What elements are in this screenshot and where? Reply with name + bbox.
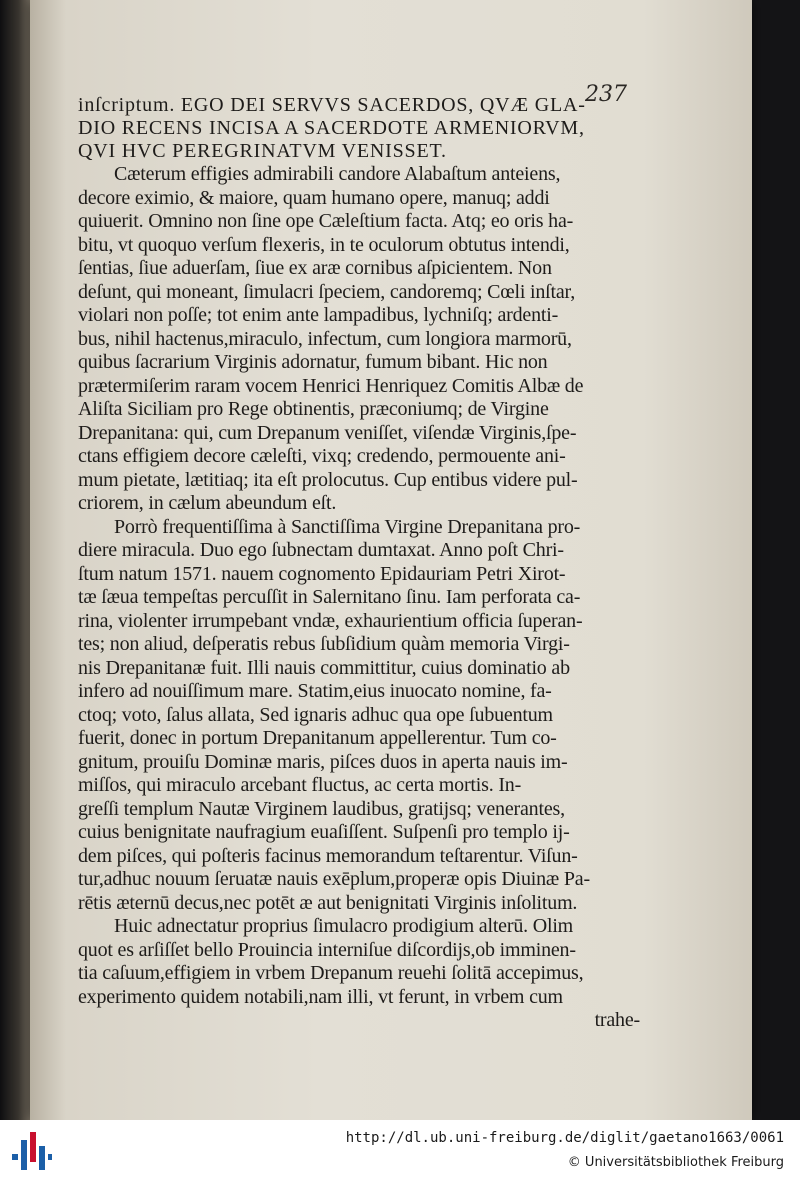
text-line: quot es arſiſſet bello Prouincia interniſue diſcordijs,ob imminen-	[78, 938, 576, 961]
text-line: miſſos, qui miraculo arcebant fluctus, ac certa mortis. In-	[78, 774, 522, 796]
text-line: tes; non aliud, deſperatis rebus ſubſidium quàm memoria Virgi-	[78, 633, 570, 655]
page-text	[78, 94, 652, 1033]
text-line: rētis æternū decus,nec potēt æ aut benignitati Virginis inſolitum.	[78, 891, 578, 914]
text-line: Aliſta Siciliam pro Rege obtinentis, præconiumq; de Virgine	[78, 398, 549, 420]
text-line: bus, nihil hactenus,miraculo, infectum, cum longiora marmorū,	[78, 327, 572, 350]
text-line: rina, violenter irrumpebant vndæ, exhaurientium officia ſuperan-	[78, 609, 583, 632]
inscription-heading	[78, 94, 652, 163]
page-number: 237	[585, 82, 627, 107]
text-line: ctoq; voto, ſalus allata, Sed ignaris adhuc qua ope ſubuentum	[78, 703, 553, 726]
text-line: ſtum natum 1571. nauem cognomento Epidauriam Petri Xirot-	[78, 562, 566, 585]
copyright-notice: © Universitätsbibliothek Freiburg	[567, 1155, 784, 1170]
catchword: trahe-	[594, 1009, 640, 1031]
library-logo-icon	[12, 1132, 52, 1170]
text-line: ſentias, ſiue aduerſam, ſiue ex aræ cornibus aſpicientem. Non	[78, 257, 552, 279]
text-line: ctans effigiem decore cæleſti, vixq; credendo, permouente ani-	[78, 445, 566, 467]
text-line: deſunt, qui moneant, ſimulacri ſpeciem, candoremq; Cœli inſtar,	[78, 280, 576, 303]
text-line: prætermiſerim raram vocem Henrici Henriquez Comitis Albæ de	[78, 374, 584, 397]
text-line: Drepanitana: qui, cum Drepanum veniſſet, viſendæ Virginis,ſpe-	[78, 421, 577, 444]
text-line: infero ad nouiſſimum mare. Statim,eius inuocato nomine, fa-	[78, 680, 552, 702]
text-line: greſſi templum Nautæ Virginem laudibus, gratijsq; venerantes,	[78, 797, 565, 820]
viewer-footer	[0, 1120, 800, 1179]
text-line: tur,adhuc nouum ſeruatæ nauis exēplum,properæ opis Diuinæ Pa-	[78, 868, 590, 890]
text-line: mum pietate, lætitiaq; ita eſt prolocutus. Cup entibus videre pul-	[78, 468, 578, 491]
text-line: decore eximio, & maiore, quam humano opere, manuq; addi	[78, 186, 550, 209]
text-line: nis Drepanitanæ fuit. Illi nauis committitur, cuius dominatio ab	[78, 656, 570, 679]
heading-line: inſcriptum. EGO DEI SERVVS SACERDOS, QVÆ GLA-	[78, 94, 586, 116]
text-line: quiuerit. Omnino non ſine ope Cæleſtium facta. Atq; eo oris ha-	[78, 210, 574, 232]
text-line: Cæterum effigies admirabili candore Alabaſtum anteiens,	[114, 163, 561, 185]
text-line: gnitum, prouiſu Dominæ maris, piſces duos in aperta nauis im-	[78, 750, 568, 773]
text-line: experimento quidem notabili,nam illi, vt ferunt, in vrbem cum	[78, 985, 563, 1008]
heading-line: DIO RECENS INCISA A SACERDOTE ARMENIORVM,	[78, 117, 585, 139]
text-line: tia caſuum,effigiem in vrbem Drepanum reuehi ſolitā accepimus,	[78, 962, 584, 984]
text-line: bitu, vt quoquo verſum flexeris, in te oculorum obtutus intendi,	[78, 233, 570, 256]
text-line: fuerit, donec in portum Drepanitanum appellerentur. Tum co-	[78, 727, 557, 749]
text-line: tæ ſæua tempeſtas percuſſit in Salernitano ſinu. Iam perforata ca-	[78, 586, 581, 608]
text-line: Porrò frequentiſſima à Sanctiſſima Virgine Drepanitana pro-	[114, 515, 581, 538]
text-line: diere miracula. Duo ego ſubnectam dumtaxat. Anno poſt Chri-	[78, 539, 564, 561]
text-line: criorem, in cælum abeundum eſt.	[78, 492, 337, 514]
text-line: quibus ſacrarium Virginis adornatur, fumum bibant. Hic non	[78, 351, 548, 373]
text-line: violari non poſſe; tot enim ante lampadibus, lychniſq; ardenti-	[78, 304, 559, 326]
permalink-url[interactable]: http://dl.ub.uni-freiburg.de/diglit/gaetano1663/0061	[345, 1130, 784, 1146]
text-line: Huic adnectatur proprius ſimulacro prodigium alterū. Olim	[114, 915, 574, 937]
text-line: cuius benignitate naufragium euaſiſſent. Suſpenſi pro templo ij-	[78, 821, 570, 843]
text-line: dem piſces, qui poſteris facinus memorandum teſtarentur. Viſun-	[78, 844, 578, 867]
body-text	[78, 163, 652, 1009]
heading-line: QVI HVC PEREGRINATVM VENISSET.	[78, 140, 447, 162]
book-binding-edge	[0, 0, 34, 1120]
